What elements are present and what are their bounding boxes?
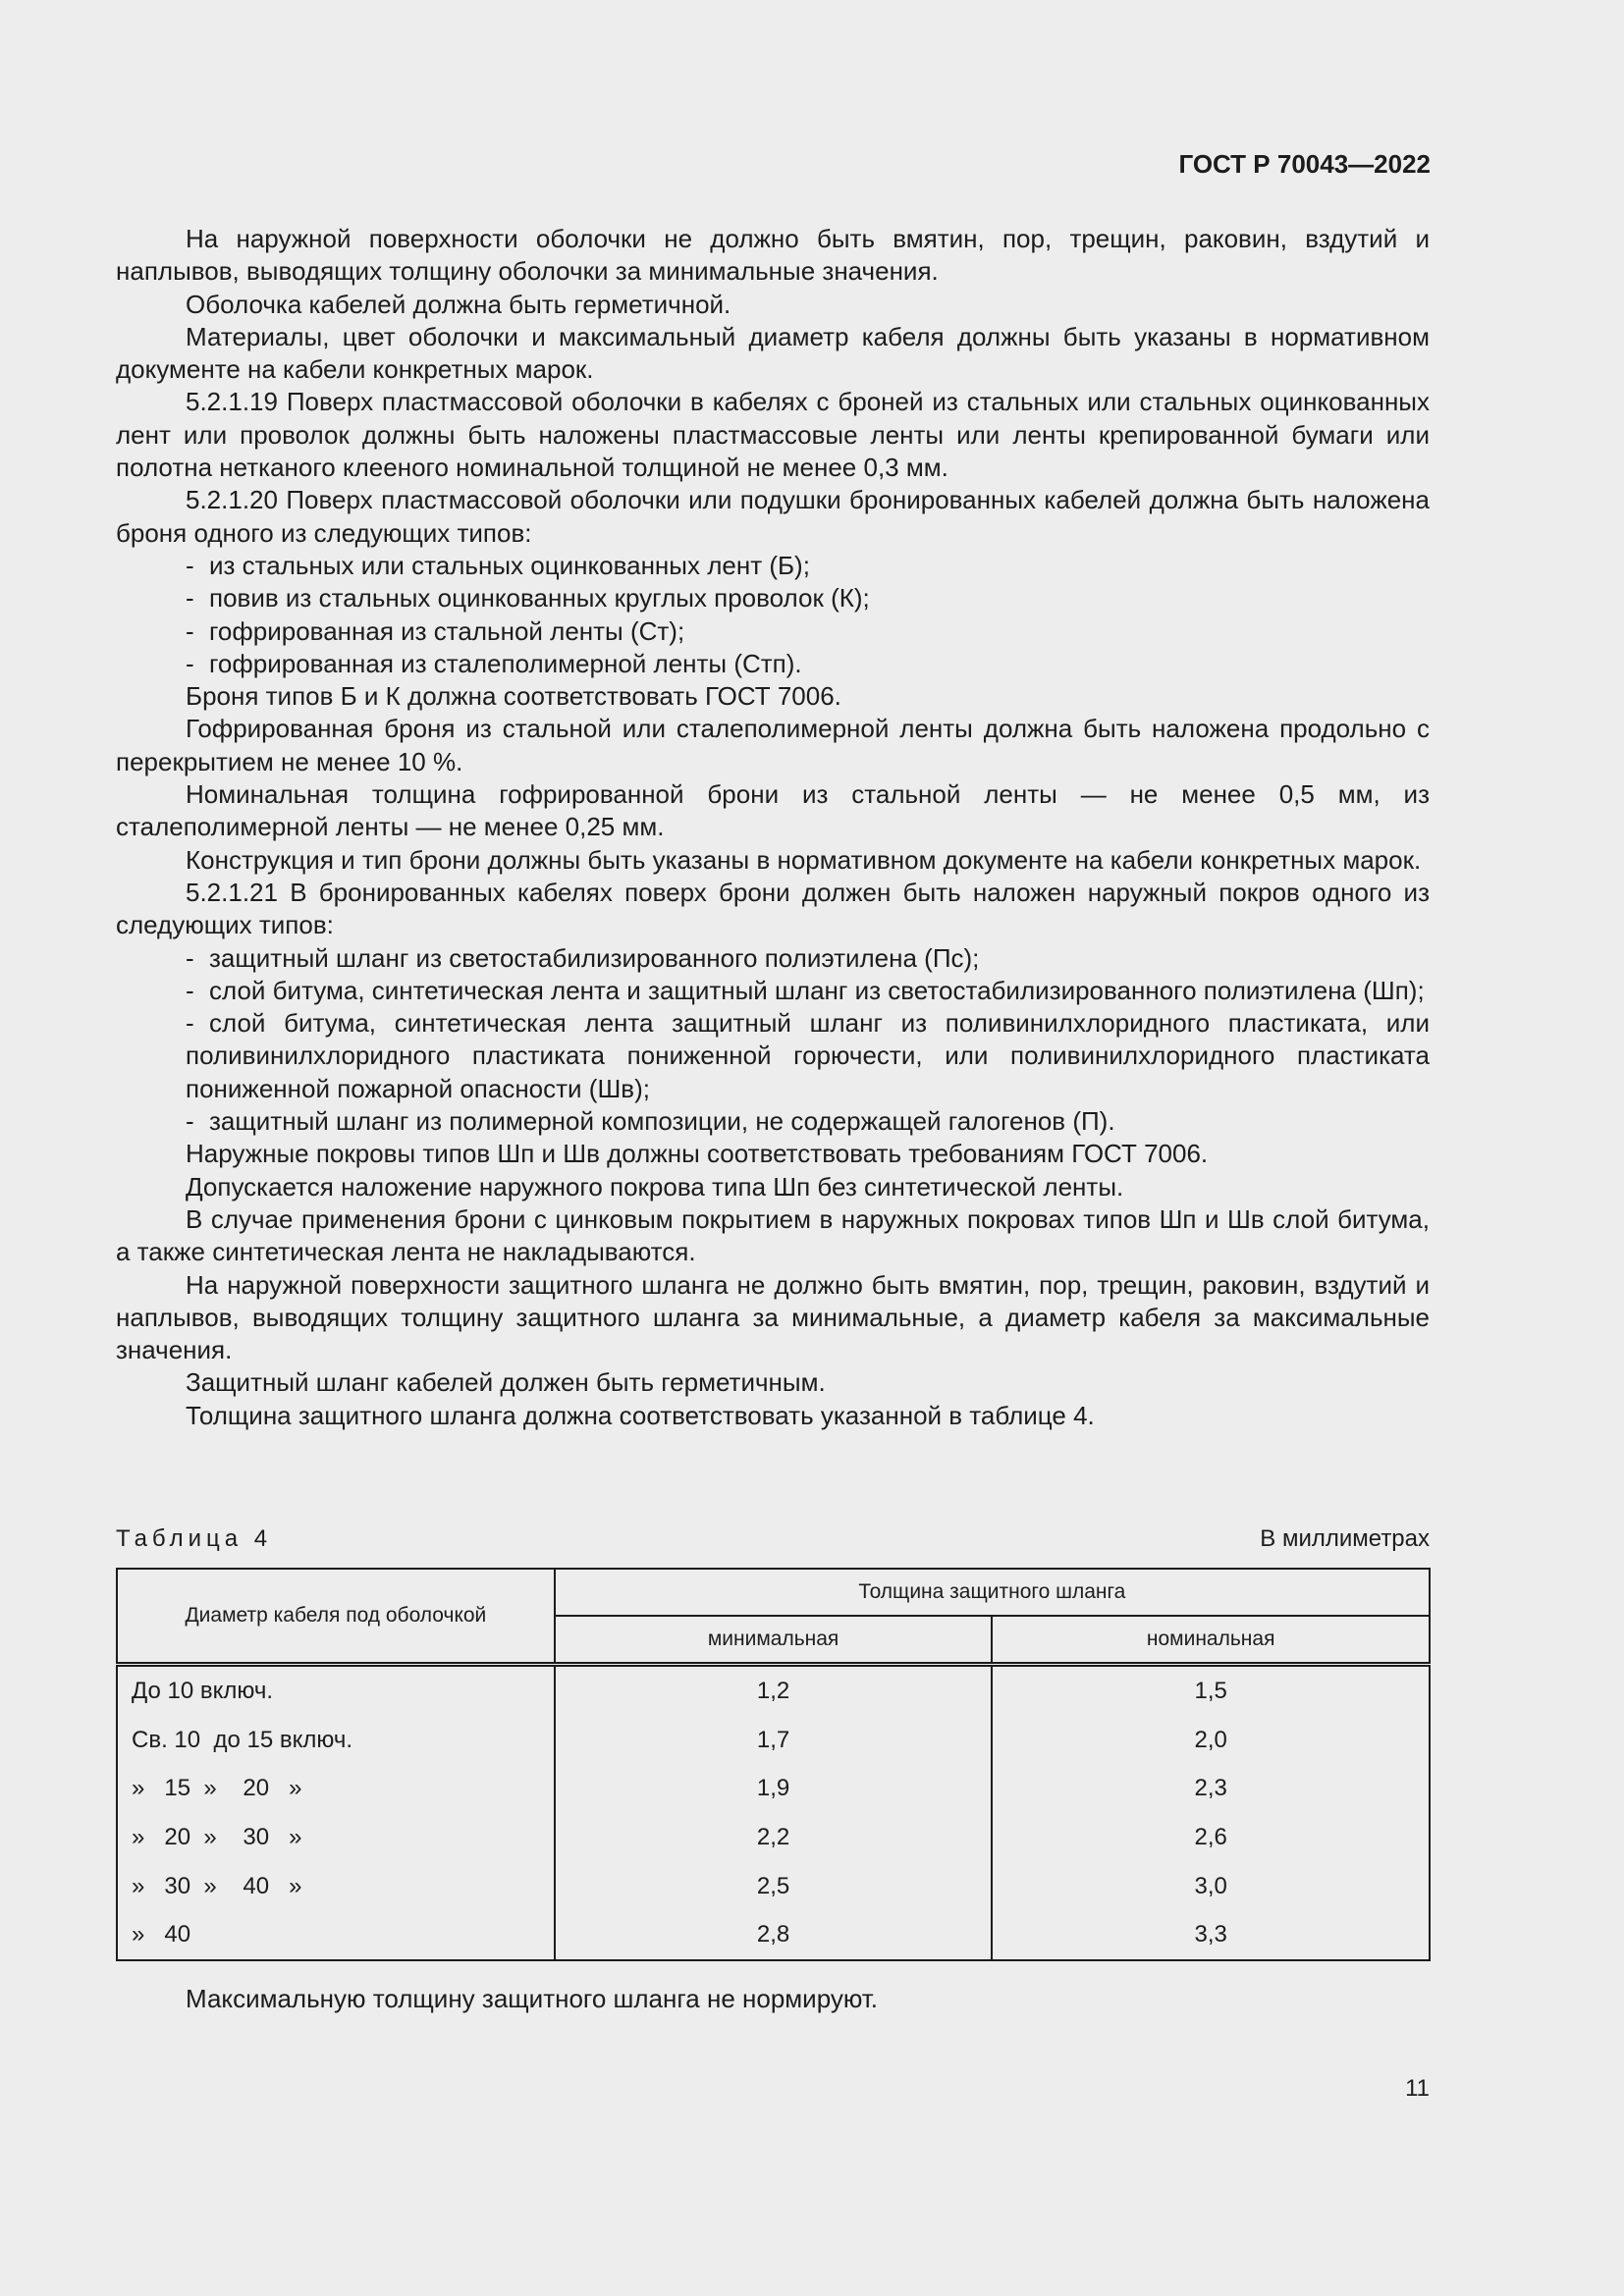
- table-caption-row: [116, 1524, 1430, 1554]
- list-item: [116, 975, 1430, 1007]
- document-number: ГОСТ Р 70043—2022: [1178, 149, 1431, 179]
- list-dash: -: [186, 1106, 194, 1137]
- list-dash: -: [186, 942, 194, 973]
- after-table-text: Максимальную толщину защитного шланга не нормируют.: [186, 1984, 879, 2013]
- page-number: 11: [1405, 2075, 1430, 2102]
- cell-diameter: » 30 » 40 »: [117, 1862, 555, 1911]
- cell-min: 2,8: [555, 1910, 993, 1960]
- header-thickness: Толщина защитного шланга: [555, 1569, 1430, 1616]
- paragraph: Номинальная толщина гофрированной брони из стальной ленты — не менее 0,5 мм, из сталеполимерной ленты — не менее 0,25 мм.: [116, 779, 1430, 842]
- paragraph: Броня типов Б и К должна соответствовать ГОСТ 7006.: [186, 681, 841, 712]
- thickness-table: [116, 1568, 1431, 1961]
- list-dash: -: [186, 975, 194, 1005]
- list-item-text: из стальных или стальных оцинкованных лент (Б);: [209, 550, 810, 580]
- paragraph: На наружной поверхности оболочки не должно быть вмятин, пор, трещин, раковин, вздутий и наплывов, выводящих толщину оболочки за минимальные значения.: [116, 224, 1430, 287]
- list-item-text: защитный шланг из светостабилизированного полиэтилена (Пс);: [209, 942, 980, 973]
- table-row: [117, 1764, 1430, 1813]
- list-item-text: гофрированная из стальной ленты (Ст);: [209, 615, 685, 646]
- cell-min: 1,7: [555, 1716, 993, 1765]
- header-diameter: Диаметр кабеля под оболочкой: [117, 1569, 555, 1665]
- paragraph: Наружные покровы типов Шп и Шв должны соответствовать требованиям ГОСТ 7006.: [186, 1139, 1209, 1169]
- paragraph: В случае применения брони с цинковым покрытием в наружных покровах типов Шп и Шв слой битума, а также синтетическая лента не накладываются.: [116, 1203, 1430, 1267]
- paragraph: 5.2.1.21 В бронированных кабелях поверх брони должен быть наложен наружный покров одного из следующих типов:: [116, 877, 1430, 940]
- cell-diameter: » 20 » 30 »: [117, 1813, 555, 1862]
- list-item: [116, 648, 1430, 680]
- paragraph: Допускается наложение наружного покрова типа Шп без синтетической ленты.: [186, 1171, 1124, 1201]
- cell-diameter: » 15 » 20 »: [117, 1764, 555, 1813]
- paragraph: Толщина защитного шланга должна соответствовать указанной в таблице 4.: [186, 1400, 1095, 1430]
- cell-min: 1,2: [555, 1665, 993, 1716]
- cell-nom: 2,3: [992, 1764, 1430, 1813]
- list-item: [116, 582, 1430, 614]
- header-min: минимальная: [555, 1616, 993, 1665]
- paragraph: 5.2.1.20 Поверх пластмассовой оболочки или подушки бронированных кабелей должна быть наложена броня одного из следующих типов:: [116, 485, 1430, 548]
- cell-diameter: » 40: [117, 1910, 555, 1960]
- list-dash: -: [186, 583, 194, 614]
- paragraph: Материалы, цвет оболочки и максимальный диаметр кабеля должны быть указаны в нормативном документе на кабели конкретных марок.: [116, 321, 1430, 385]
- cell-diameter: До 10 включ.: [117, 1665, 555, 1716]
- cell-nom: 2,6: [992, 1813, 1430, 1862]
- table-row: [117, 1862, 1430, 1911]
- list-item-text: повив из стальных оцинкованных круглых проволок (К);: [209, 583, 870, 614]
- paragraph: Гофрированная броня из стальной или сталеполимерной ленты должна быть наложена продольно с перекрытием не менее 10 %.: [116, 714, 1430, 776]
- body-text: [116, 223, 1430, 1432]
- list-item: [116, 1007, 1430, 1105]
- table-units: В миллиметрах: [1260, 1525, 1430, 1552]
- list-dash: -: [186, 648, 194, 678]
- cell-nom: 3,0: [992, 1862, 1430, 1911]
- list-item-text: защитный шланг из полимерной композиции, не содержащей галогенов (П).: [209, 1106, 1115, 1137]
- list-item: [116, 1105, 1430, 1138]
- cell-min: 2,5: [555, 1862, 993, 1911]
- list-dash: -: [186, 615, 194, 646]
- list-item-text: слой битума, синтетическая лента и защитный шланг из светостабилизированного полиэтилена (Шп);: [209, 975, 1425, 1005]
- paragraph: 5.2.1.19 Поверх пластмассовой оболочки в кабелях с броней из стальных или стальных оцинкованных лент или проволок должны быть наложены пластмассовые ленты или ленты крепированной бумаги или полотна нетканого клееного номинальной толщиной не менее 0,3 мм.: [116, 387, 1430, 483]
- table-row: [117, 1665, 1430, 1716]
- table-row: [117, 1813, 1430, 1862]
- paragraph: Конструкция и тип брони должны быть указаны в нормативном документе на кабели конкретных марок.: [186, 844, 1422, 875]
- table-caption: Таблица 4: [116, 1525, 273, 1552]
- paragraph: Защитный шланг кабелей должен быть герметичным.: [186, 1367, 826, 1398]
- cell-nom: 3,3: [992, 1910, 1430, 1960]
- cell-min: 1,9: [555, 1764, 993, 1813]
- cell-diameter: Св. 10 до 15 включ.: [117, 1716, 555, 1765]
- list-item-text: слой битума, синтетическая лента защитный шланг из поливинилхлоридного пластиката, или поливинилхлоридного пластиката пониженной горючести, или поливинилхлоридного пластиката пониженной пожарной опасности (Шв);: [186, 1008, 1430, 1103]
- paragraph: Оболочка кабелей должна быть герметичной.: [186, 289, 731, 319]
- list-item: [116, 942, 1430, 975]
- cell-min: 2,2: [555, 1813, 993, 1862]
- list-item: [116, 615, 1430, 648]
- list-dash: -: [186, 1008, 194, 1039]
- list-item: [116, 550, 1430, 582]
- table-row: [117, 1716, 1430, 1765]
- cell-nom: 2,0: [992, 1716, 1430, 1765]
- list-dash: -: [186, 550, 194, 580]
- cell-nom: 1,5: [992, 1665, 1430, 1716]
- list-item-text: гофрированная из сталеполимерной ленты (Стп).: [209, 648, 802, 678]
- table-row: [117, 1910, 1430, 1960]
- paragraph: На наружной поверхности защитного шланга не должно быть вмятин, пор, трещин, раковин, вздутий и наплывов, выводящих толщину защитного шланга за минимальные, а диаметр кабеля за максимальные значения.: [116, 1269, 1430, 1365]
- header-nom: номинальная: [992, 1616, 1430, 1665]
